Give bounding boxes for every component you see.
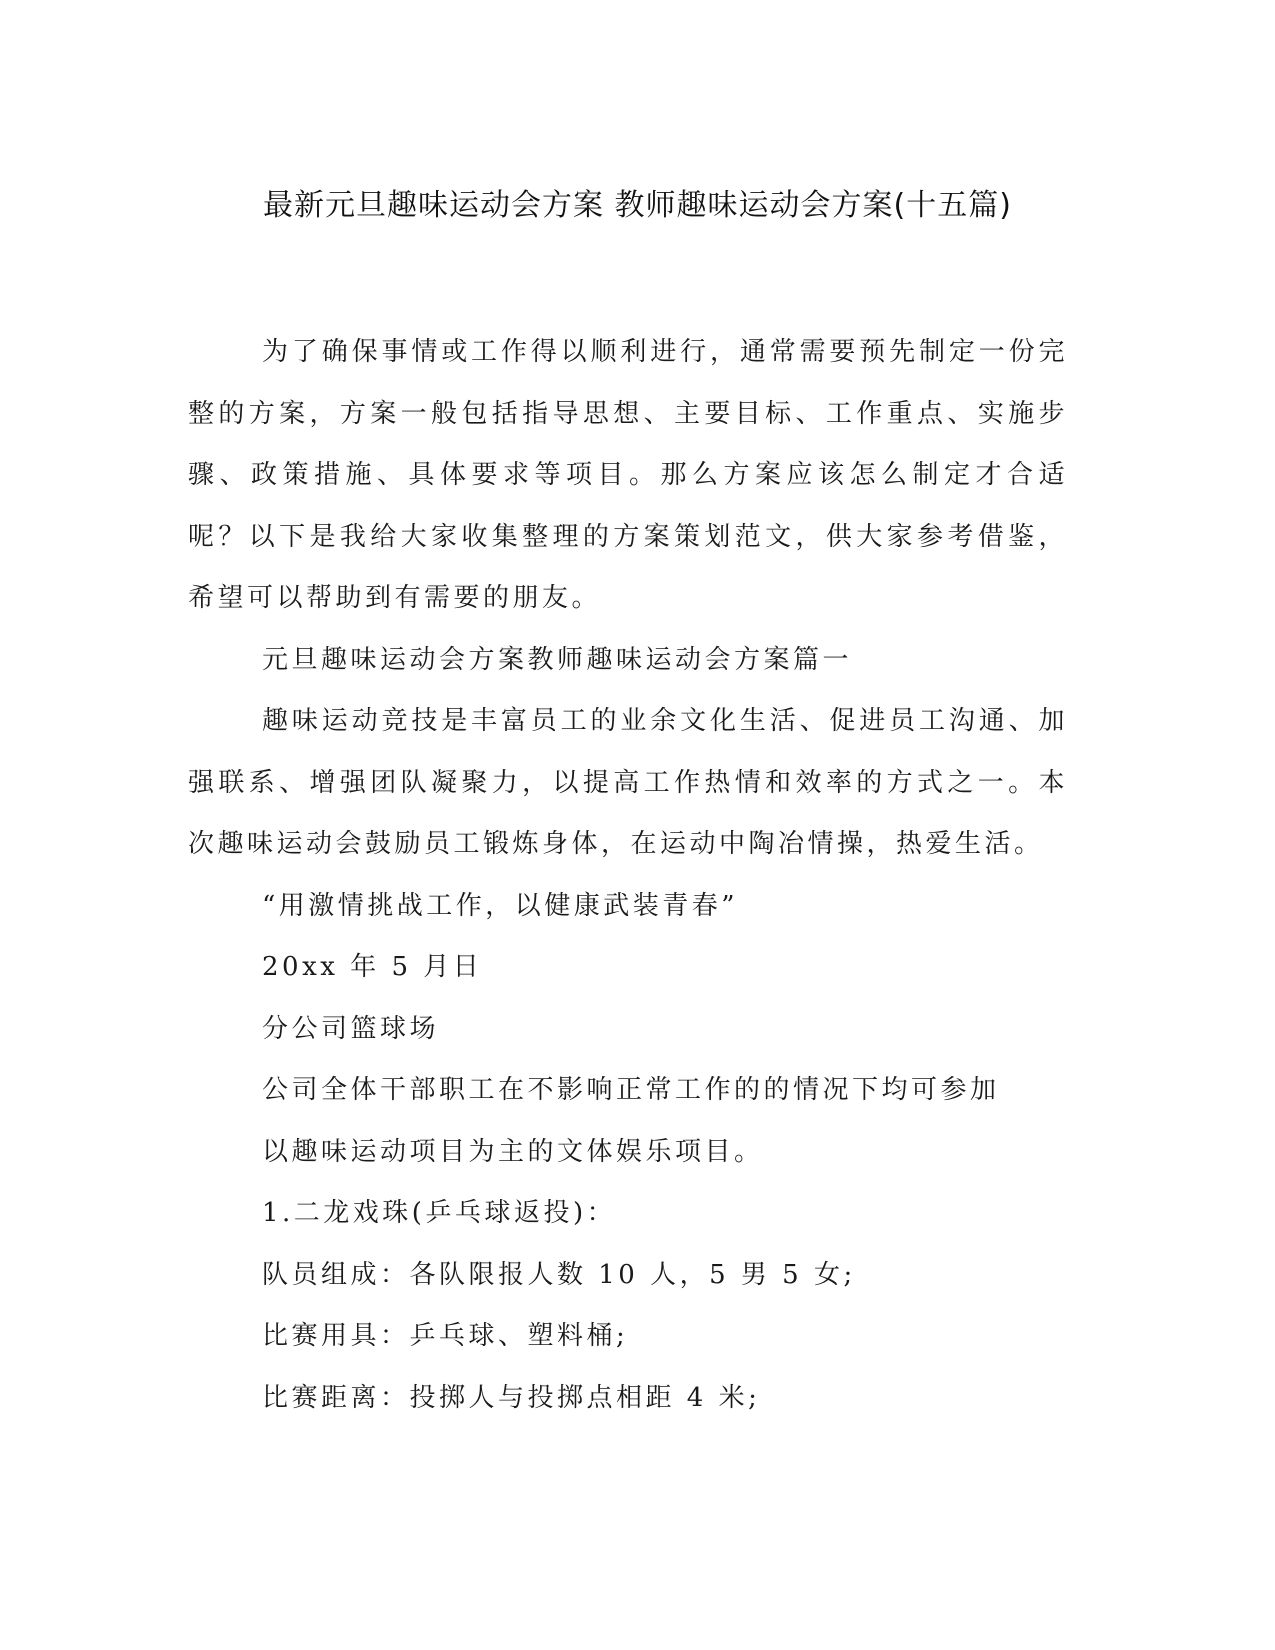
document-body [188,322,1068,1429]
distance-line: 比赛距离：投掷人与投掷点相距 4 米; [262,1382,761,1413]
team-line: 队员组成：各队限报人数 10 人，5 男 5 女; [262,1259,856,1290]
document-title: 最新元旦趣味运动会方案 教师趣味运动会方案(十五篇) [263,188,1012,223]
purpose-paragraph: 趣味运动竞技是丰富员工的业余文化生活、促进员工沟通、加强联系、增强团队凝聚力，以提高工作热情和效率的方式之一。本次趣味运动会鼓励员工锻炼身体，在运动中陶冶情操，热爱生活。 [188,706,1068,859]
theme-line: “用激情挑战工作，以健康武装青春” [262,890,739,921]
intro-paragraph: 为了确保事情或工作得以顺利进行，通常需要预先制定一份完整的方案，方案一般包括指导思想、主要目标、工作重点、实施步骤、政策措施、具体要求等项目。那么方案应该怎么制定才合适呢？以下是我给大家收集整理的方案策划范文，供大家参考借鉴，希望可以帮助到有需要的朋友。 [188,337,1068,613]
section-heading: 元旦趣味运动会方案教师趣味运动会方案篇一 [262,644,853,675]
participants-line: 公司全体干部职工在不影响正常工作的的情况下均可参加 [262,1075,1000,1105]
event-title: 1.二龙戏珠(乒乓球返投)： [262,1198,617,1228]
content-line: 以趣味运动项目为主的文体娱乐项目。 [262,1136,764,1167]
date-line: 20xx 年 5 月日 [262,952,483,982]
equipment-line: 比赛用具：乒乓球、塑料桶; [262,1321,629,1351]
venue-line: 分公司篮球场 [262,1013,440,1044]
